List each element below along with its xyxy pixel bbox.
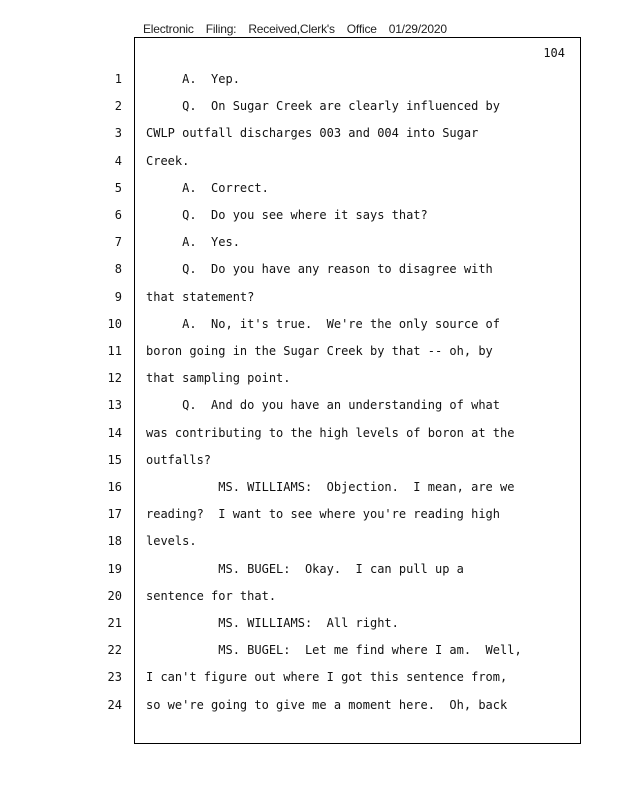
transcript-line-text: I can't figure out where I got this sentence from, [146, 670, 508, 684]
transcript-line-text: A. No, it's true. We're the only source of [146, 317, 501, 331]
line-number: 5 [114, 181, 122, 195]
line-number: 1 [114, 72, 122, 86]
line-number: 8 [114, 262, 122, 276]
line-number: 18 [107, 534, 122, 548]
line-number: 10 [107, 317, 122, 331]
line-number: 13 [107, 398, 122, 412]
line-number: 20 [107, 589, 122, 603]
line-number: 17 [107, 507, 122, 521]
page-number: 104 [543, 46, 565, 60]
transcript-line-text: Q. On Sugar Creek are clearly influenced by [146, 99, 501, 113]
line-number: 21 [107, 616, 122, 630]
filing-stamp-header [143, 22, 459, 36]
line-number: 14 [107, 426, 122, 440]
line-number: 16 [107, 480, 122, 494]
transcript-line-text: MS. BUGEL: Okay. I can pull up a [146, 562, 464, 576]
transcript-line-text: Q. And do you have an understanding of what [146, 398, 501, 412]
line-number: 4 [114, 154, 122, 168]
line-number: 12 [107, 371, 122, 385]
line-number: 9 [114, 290, 122, 304]
line-number: 23 [107, 670, 122, 684]
transcript-line-text: MS. BUGEL: Let me find where I am. Well, [146, 643, 522, 657]
transcript-line-text: A. Correct. [146, 181, 269, 195]
transcript-line-text: Q. Do you have any reason to disagree with [146, 262, 493, 276]
filing-label-received: Received,Clerk's [248, 22, 335, 36]
line-number: 24 [107, 698, 122, 712]
line-number: 19 [107, 562, 122, 576]
line-number: 3 [114, 126, 122, 140]
transcript-line-text: that sampling point. [146, 371, 291, 385]
transcript-line-text: boron going in the Sugar Creek by that -- oh, by [146, 344, 493, 358]
transcript-line-text: so we're going to give me a moment here. Oh, back [146, 698, 508, 712]
filing-label-electronic: Electronic [143, 22, 194, 36]
transcript-line-text: Creek. [146, 154, 190, 168]
transcript-line-text: MS. WILLIAMS: Objection. I mean, are we [146, 480, 515, 494]
transcript-line-text: MS. WILLIAMS: All right. [146, 616, 399, 630]
transcript-line-text: Q. Do you see where it says that? [146, 208, 428, 222]
filing-label-office: Office [346, 22, 377, 36]
transcript-page-frame [134, 37, 581, 744]
filing-date: 01/29/2020 [388, 22, 447, 36]
line-number: 22 [107, 643, 122, 657]
filing-label-filing: Filing: [205, 22, 237, 36]
line-number: 6 [114, 208, 122, 222]
transcript-line-text: that statement? [146, 290, 255, 304]
line-number: 15 [107, 453, 122, 467]
transcript-line-text: levels. [146, 534, 197, 548]
transcript-line-text: A. Yes. [146, 235, 240, 249]
line-number: 11 [107, 344, 122, 358]
transcript-line-text: sentence for that. [146, 589, 277, 603]
transcript-line-text: outfalls? [146, 453, 212, 467]
transcript-line-text: A. Yep. [146, 72, 240, 86]
transcript-line-text: CWLP outfall discharges 003 and 004 into Sugar [146, 126, 479, 140]
line-number: 7 [114, 235, 122, 249]
line-number: 2 [114, 99, 122, 113]
transcript-line-text: reading? I want to see where you're reading high [146, 507, 501, 521]
transcript-line-text: was contributing to the high levels of boron at the [146, 426, 515, 440]
